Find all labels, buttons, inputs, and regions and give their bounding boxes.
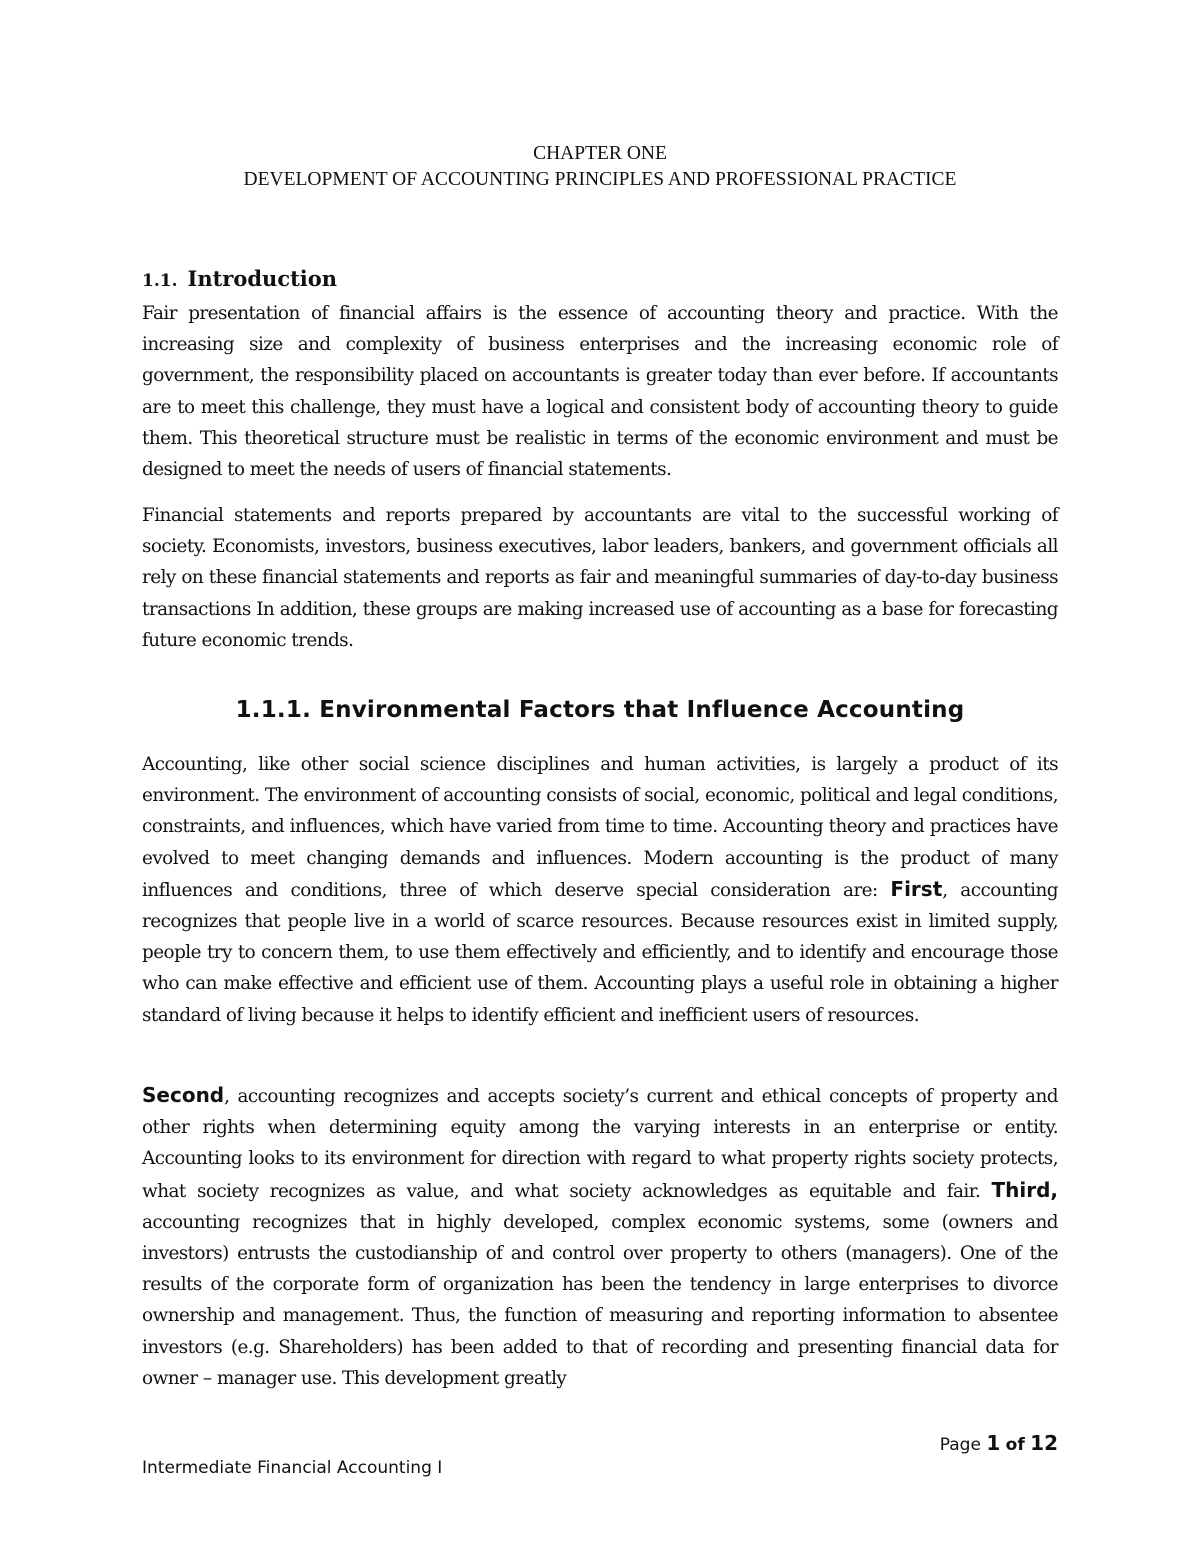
paragraph-text: , accounting recognizes and accepts society’s current and ethical concepts of property and other rights when determining equity among the varying interests in an enterprise or entity. Accounting looks to its environment for direction with regard to what property rights society protects, what society recognizes as value, and what society acknowledges as equitable and fair.	[142, 1086, 1058, 1202]
section-title: Introduction	[187, 266, 338, 291]
chapter-title: DEVELOPMENT OF ACCOUNTING PRINCIPLES AND PROFESSIONAL PRACTICE	[243, 169, 957, 190]
third-keyword: Third,	[991, 1177, 1058, 1202]
intro-paragraph-1: Fair presentation of financial affairs is the essence of accounting theory and practice. With the increasing size and complexity of business enterprises and the increasing economic role of government, the responsibility placed on accountants is greater today than ever before. If accountants are to meet this challenge, they must have a logical and consistent body of accounting theory to guide them. This theoretical structure must be realistic in terms of the economic environment and must be designed to meet the needs of users of financial statements.	[142, 303, 1058, 481]
environment-paragraph-2	[142, 1080, 1058, 1394]
second-keyword: Second	[142, 1083, 225, 1107]
document-title-footer: Intermediate Financial Accounting I	[142, 1458, 443, 1478]
chapter-number: CHAPTER ONE	[533, 143, 667, 164]
environment-paragraph-1	[142, 749, 1058, 1031]
section-number: 1.1.	[142, 271, 178, 291]
subsection-heading: 1.1.1. Environmental Factors that Influence Accounting	[235, 697, 965, 723]
page-number	[940, 1431, 1058, 1455]
section-heading	[142, 266, 337, 291]
page-label: Page	[939, 1435, 981, 1455]
of-label: of	[1005, 1435, 1025, 1455]
paragraph-text: , accounting recognizes that people live in a world of scarce resources. Because resources exist in limited supply, people try to concern them, to use them effectively and efficiently, and to identify and encourage those who can make effective and efficient use of them. Accounting plays a useful role in obtaining a higher standard of living because it helps to identify efficient and inefficient users of resources.	[142, 879, 1059, 1026]
paragraph-text: accounting recognizes that in highly developed, complex economic systems, some (owners and investors) entrusts the custodianship of and control over property to others (managers). One of the results of the corporate form of organization has been the tendency in large enterprises to divorce ownership and management. Thus, the function of measuring and reporting information to absentee investors (e.g. Shareholders) has been added to that of recording and presenting financial data for owner – manager use. This development greatly	[142, 1211, 1058, 1389]
intro-paragraph-2: Financial statements and reports prepared by accountants are vital to the successful working of society. Economists, investors, business executives, labor leaders, bankers, and government officials all rely on these financial statements and reports as fair and meaningful summaries of day-to-day business transactions In addition, these groups are making increased use of accounting as a base for forecasting future economic trends.	[142, 505, 1058, 651]
current-page: 1	[986, 1431, 1001, 1455]
paragraph-text: Accounting, like other social science disciplines and human activities, is largely a product of its environment. The environment of accounting consists of social, economic, political and legal conditions, constraints, and influences, which have varied from time to time. Accounting theory and practices have evolved to meet changing demands and influences. Modern accounting is the product of many influences and conditions, three of which deserve special consideration are:	[142, 754, 1058, 901]
first-keyword: First	[890, 876, 943, 901]
total-pages: 12	[1030, 1431, 1058, 1455]
chapter-heading	[142, 141, 1058, 193]
